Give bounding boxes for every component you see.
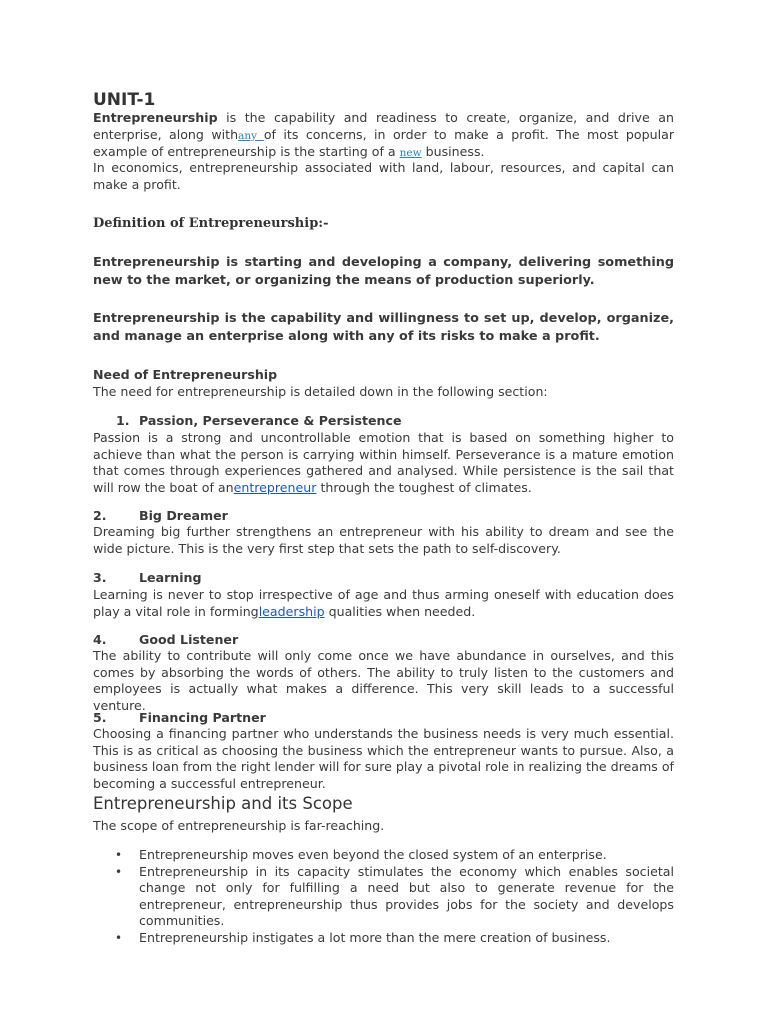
need-item-title: Big Dreamer bbox=[139, 508, 228, 523]
need-item-number: 4. bbox=[93, 632, 107, 647]
definition-1: Entrepreneurship is starting and developing a company, delivering something new to the market, or organizing the means of production superiorly. bbox=[93, 255, 674, 288]
link-any[interactable]: any bbox=[238, 129, 264, 142]
need-item-number: 2. bbox=[93, 508, 107, 523]
need-item-1-heading bbox=[93, 413, 674, 430]
list-item: • Entrepreneurship moves even beyond the closed system of an enterprise. bbox=[93, 847, 674, 864]
need-item-4-heading bbox=[93, 632, 674, 649]
link-entrepreneur[interactable]: entrepreneur bbox=[233, 479, 317, 495]
need-item-2-text: Dreaming big further strengthens an entrepreneur with his ability to dream and see the wide picture. This is the very first step that sets the path to self-discovery. bbox=[93, 524, 674, 556]
page-title: UNIT-1 bbox=[93, 90, 156, 110]
need-heading: Need of Entrepreneurship bbox=[93, 367, 278, 382]
need-item-1-text: Passion is a strong and uncontrollable emotion that is based on something higher to achieve than what the person is carrying within himself. Perseverance is a mature emotion that comes through experiences gathered and analysed. While persistence is the sail that will row the boat of anentrepreneur through the toughest of climates. bbox=[93, 430, 674, 495]
link-new[interactable]: new bbox=[399, 147, 422, 160]
scope-bullet-list bbox=[93, 847, 674, 947]
need-item-number: 5. bbox=[93, 710, 107, 725]
scope-intro: The scope of entrepreneurship is far-reaching. bbox=[93, 818, 385, 833]
need-item-number: 1. bbox=[116, 413, 130, 428]
need-item-number: 3. bbox=[93, 570, 107, 585]
list-item: • Entrepreneurship instigates a lot more than the mere creation of business. bbox=[93, 930, 674, 947]
need-item-title: Passion, Perseverance & Persistence bbox=[139, 413, 402, 428]
link-leadership[interactable]: leadership bbox=[258, 603, 325, 619]
definition-heading: Definition of Entrepreneurship:- bbox=[93, 216, 329, 231]
need-intro: The need for entrepreneurship is detailed down in the following section: bbox=[93, 384, 548, 399]
definition-2: Entrepreneurship is the capability and willingness to set up, develop, organize, and manage an enterprise along with any of its risks to make a profit. bbox=[93, 311, 674, 344]
intro-term: Entrepreneurship bbox=[93, 110, 218, 125]
intro-paragraph-2: In economics, entrepreneurship associated with land, labour, resources, and capital can make a profit. bbox=[93, 160, 674, 192]
need-item-3-text: Learning is never to stop irrespective of age and thus arming oneself with education does play a vital role in formingleadership qualities when needed. bbox=[93, 587, 674, 619]
intro-paragraph: Entrepreneurship is the capability and readiness to create, organize, and drive an enterprise, along withany of its concerns, in order to make a profit. The most popular example of entrepreneurship is the starting of a new business. bbox=[93, 110, 674, 160]
need-item-2-heading bbox=[93, 508, 674, 525]
need-item-5-text: Choosing a financing partner who understands the business needs is very much essential. This is as critical as choosing the business which the entrepreneur wants to pursue. Also, a business loan from the right lender will for sure play a pivotal role in realizing the dreams of becoming a successful entrepreneur. bbox=[93, 726, 674, 791]
list-item: • Entrepreneurship in its capacity stimulates the economy which enables societal change not only for fulfilling a need but also to generate revenue for the entrepreneur, entrepreneurship thus provides jobs for the society and develops communities. bbox=[93, 864, 674, 930]
need-item-title: Financing Partner bbox=[139, 710, 266, 725]
need-item-3-heading bbox=[93, 570, 674, 587]
need-item-title: Good Listener bbox=[139, 632, 239, 647]
need-item-title: Learning bbox=[139, 570, 202, 585]
scope-heading: Entrepreneurship and its Scope bbox=[93, 794, 353, 813]
need-item-4-text: The ability to contribute will only come once we have abundance in ourselves, and this comes by absorbing the words of others. The ability to truly listen to the customers and employees is actually what makes a difference. This very skill leads to a successful venture. bbox=[93, 648, 674, 713]
need-item-5-heading bbox=[93, 710, 674, 727]
